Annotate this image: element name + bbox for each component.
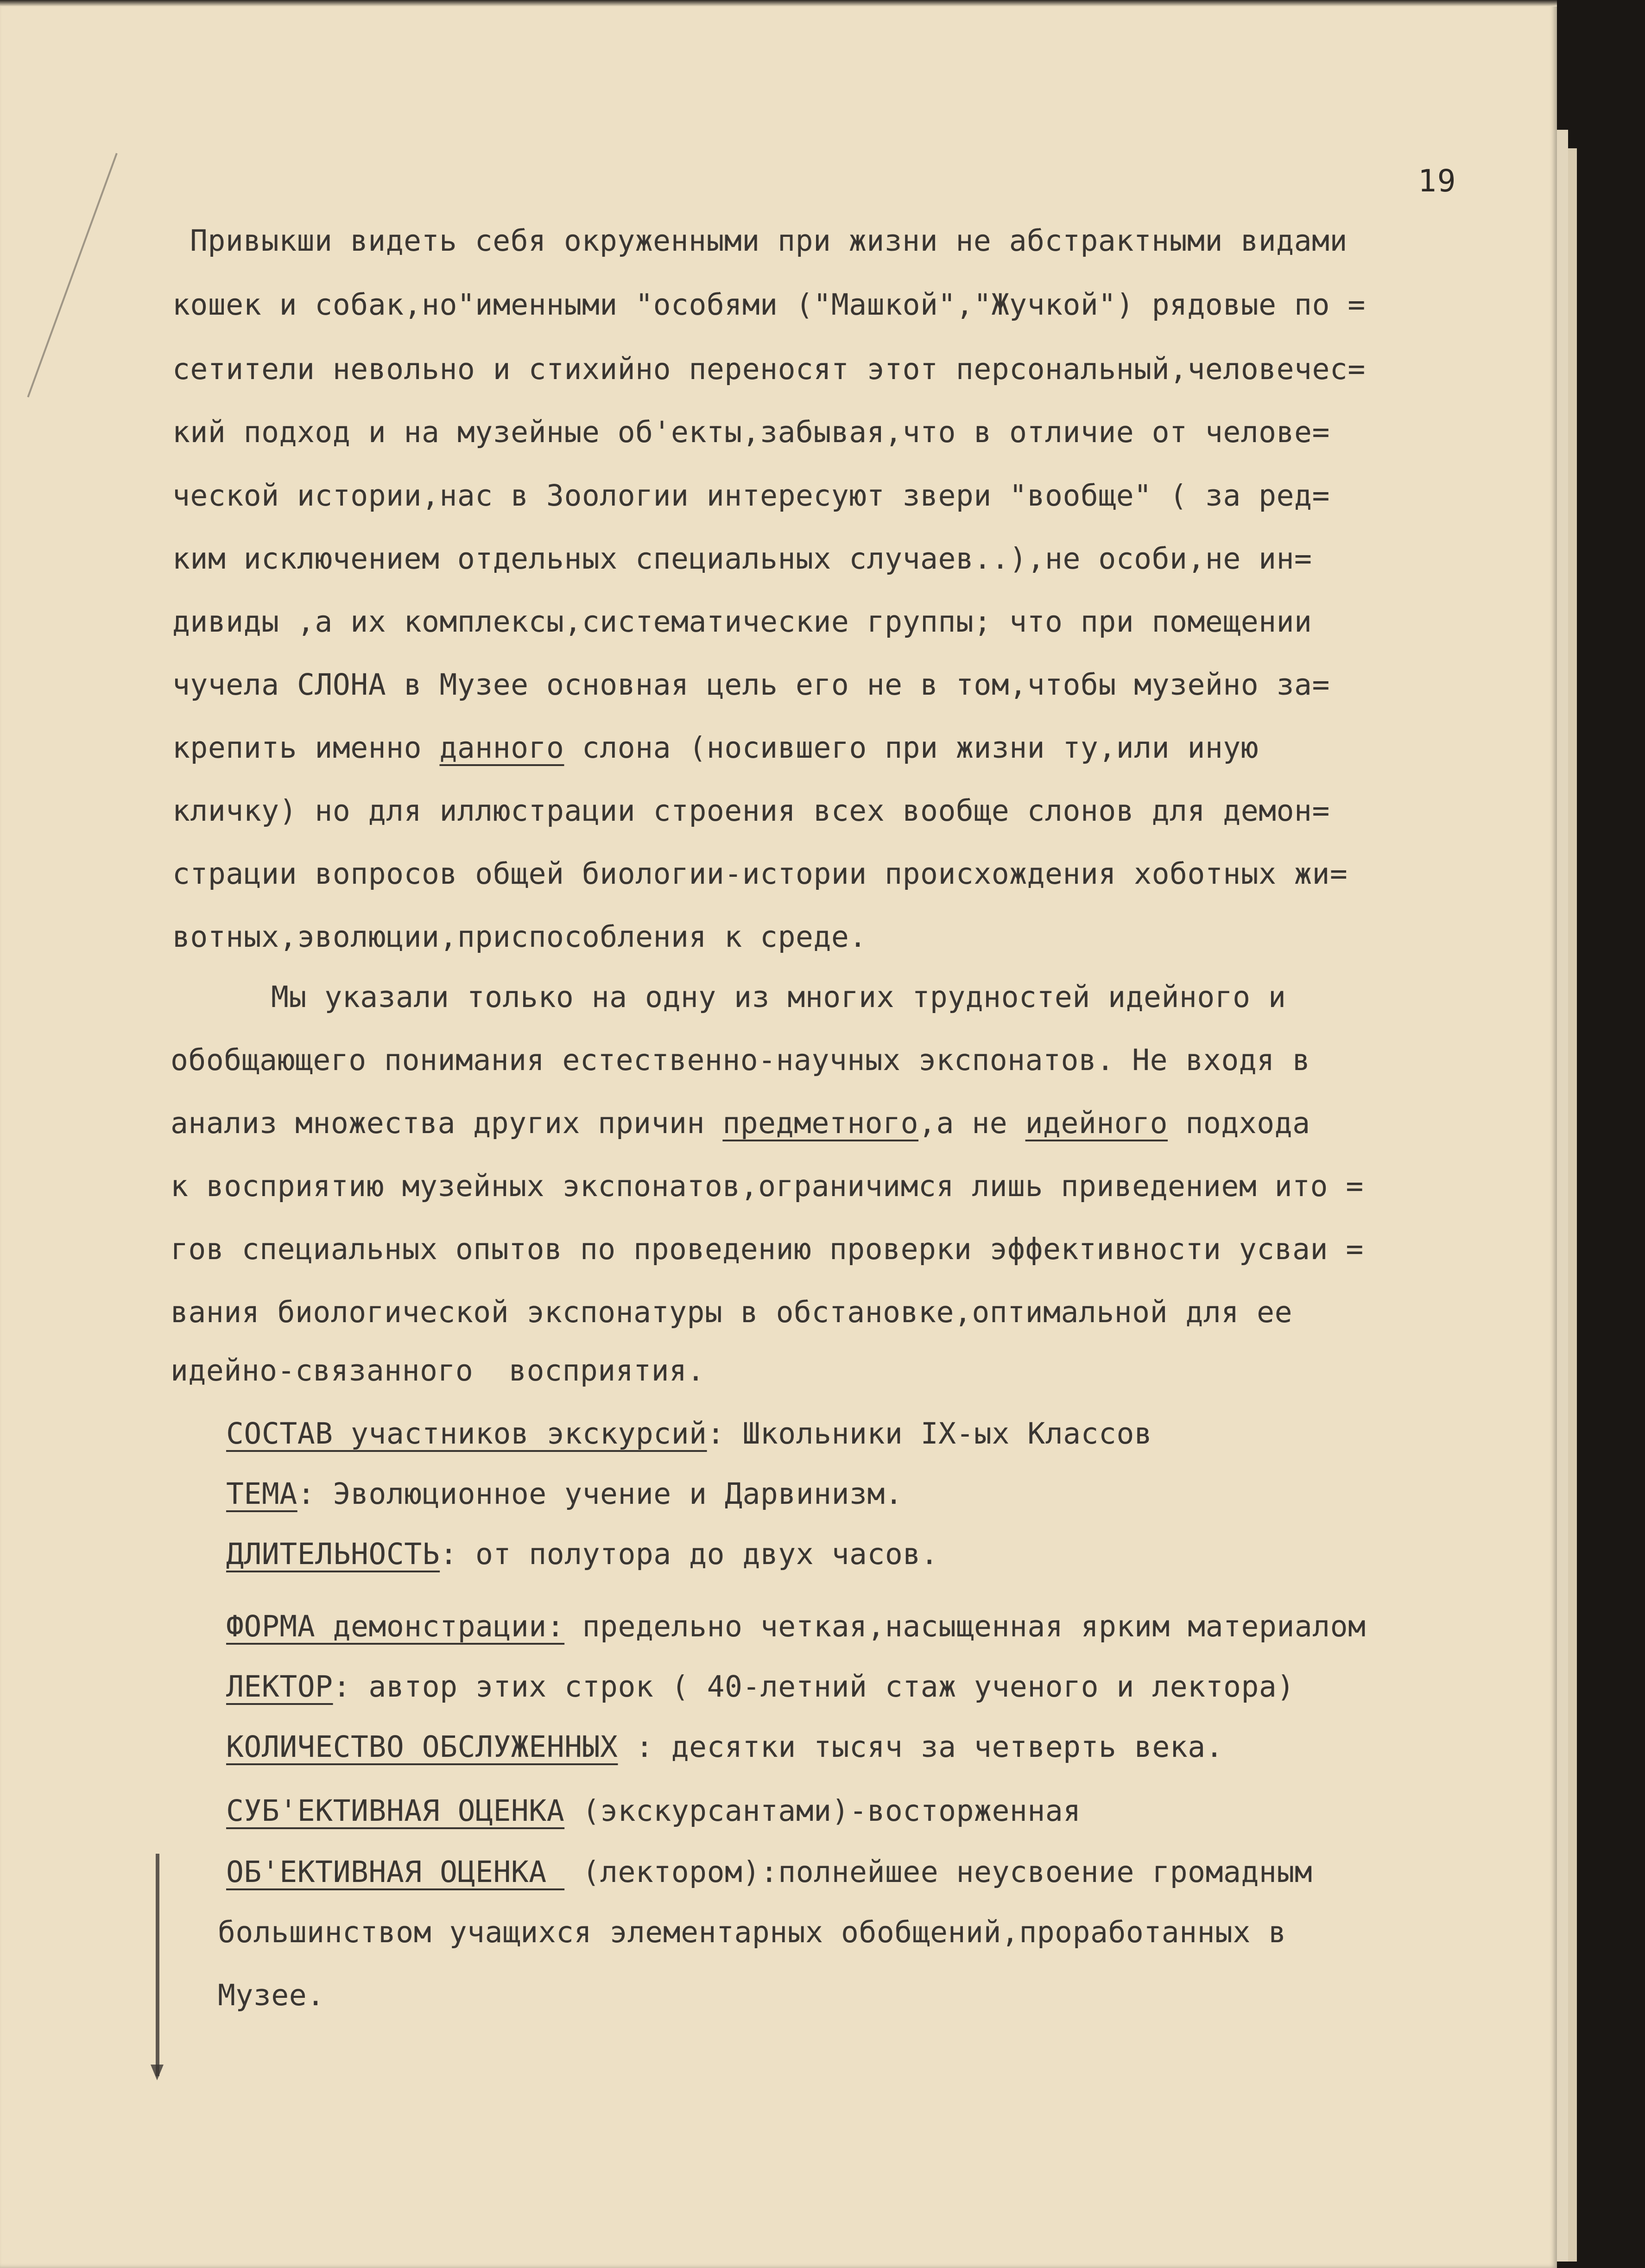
text-line: кличку) но для иллюстрации строения всех вообще слонов для демон= — [172, 794, 1330, 828]
text-line: обобщающего понимания естественно-научных экспонатов. Не входя в — [171, 1043, 1328, 1077]
text-fragment: ,а не — [918, 1106, 1025, 1140]
item-label: ДЛИТЕЛЬНОСТЬ — [226, 1537, 440, 1571]
text-line: к восприятию музейных экспонатов,ограничимся лишь приведением ито = — [171, 1169, 1364, 1203]
item-value: : десятки тысяч за четверть века. — [618, 1730, 1224, 1764]
margin-bracket-line — [156, 1854, 159, 2076]
text-line: сетители невольно и стихийно переносят этот персональный,человечес= — [172, 352, 1366, 386]
text-line: идейно-связанного восприятия. — [171, 1354, 705, 1387]
item-value: : автор этих строк ( 40-летний стаж ученого и лектора) — [333, 1670, 1295, 1704]
item-label: СУБ'ЕКТИВНАЯ ОЦЕНКА — [226, 1794, 565, 1828]
text-line: вания биологической экспонатуры в обстановке,оптимальной для ее — [171, 1295, 1293, 1329]
item-value: : Эволюционное учение и Дарвинизм. — [297, 1477, 903, 1511]
text-line: кий подход и на музейные об'екты,забывая,что в отличие от челове= — [172, 415, 1330, 449]
text-line: гов специальных опытов по проведению проверки эффективности усваи = — [171, 1232, 1364, 1266]
item-line — [226, 1729, 1223, 1766]
underlined-word: данного — [439, 731, 564, 765]
text-line: Музее. — [218, 1978, 325, 2012]
item-line — [226, 1476, 903, 1513]
text-line: большинством учащихся элементарных обобщений,проработанных в — [218, 1915, 1286, 1949]
margin-arrow-icon — [151, 2065, 164, 2080]
text-line: чучела СЛОНА в Музее основная цель его не в том,чтобы музейно за= — [172, 668, 1330, 702]
text-line — [172, 729, 1259, 767]
text-line: страции вопросов общей биологии-истории происхождения хоботных жи= — [172, 857, 1348, 891]
text-fragment: крепить именно — [172, 731, 440, 765]
text-line: ческой истории,нас в Зоологии интересуют звери "вообще" ( за ред= — [172, 479, 1330, 513]
item-value: предельно четкая,насыщенная ярким материалом — [564, 1609, 1366, 1643]
text-line: ким исключением отдельных специальных случаев..),не особи,не ин= — [172, 542, 1312, 576]
text-line — [171, 1105, 1310, 1142]
item-label: СОСТАВ участников экскурсий — [226, 1417, 707, 1451]
text-fragment: подхода — [1168, 1106, 1310, 1140]
page-top-edge — [0, 0, 1557, 6]
text-line: Привыкши видеть себя окруженными при жизни не абстрактными видами — [190, 224, 1348, 258]
item-line — [226, 1668, 1295, 1705]
underlined-word: идейного — [1025, 1106, 1168, 1140]
page-number: 19 — [1418, 163, 1457, 199]
item-label: ТЕМА — [226, 1477, 297, 1511]
text-line: дивиды ,а их комплексы,систематические группы; что при помещении — [172, 605, 1312, 639]
text-line: кошек и собак,но"именными "особями ("Машкой","Жучкой") рядовые по = — [172, 288, 1366, 322]
item-value: (экскурсантами)-восторженная — [564, 1794, 1081, 1828]
item-value: (лектором):полнейшее неусвоение громадным — [564, 1855, 1313, 1889]
item-line — [226, 1793, 1081, 1830]
item-label: ОБ'ЕКТИВНАЯ ОЦЕНКА — [226, 1855, 565, 1889]
item-label: ЛЕКТОР — [226, 1670, 333, 1704]
text-line: вотных,эволюции,приспособления к среде. — [172, 920, 867, 954]
item-line — [226, 1536, 938, 1573]
pencil-margin-stroke — [27, 153, 117, 398]
item-label: ФОРМА демонстрации: — [226, 1609, 565, 1643]
text-line: Мы указали только на одну из многих трудностей идейного и — [271, 980, 1304, 1014]
text-fragment: слона (носившего при жизни ту,или иную — [564, 731, 1259, 765]
item-label: КОЛИЧЕСТВО ОБСЛУЖЕННЫХ — [226, 1730, 618, 1764]
item-line — [226, 1854, 1312, 1891]
item-line — [226, 1415, 1152, 1452]
text-fragment: анализ множества других причин — [171, 1106, 723, 1140]
item-line — [226, 1608, 1366, 1645]
item-value: : Школьники IX-ых Классов — [707, 1417, 1152, 1451]
item-value: : от полутора до двух часов. — [440, 1537, 939, 1571]
underlined-word: предметного — [722, 1106, 919, 1140]
